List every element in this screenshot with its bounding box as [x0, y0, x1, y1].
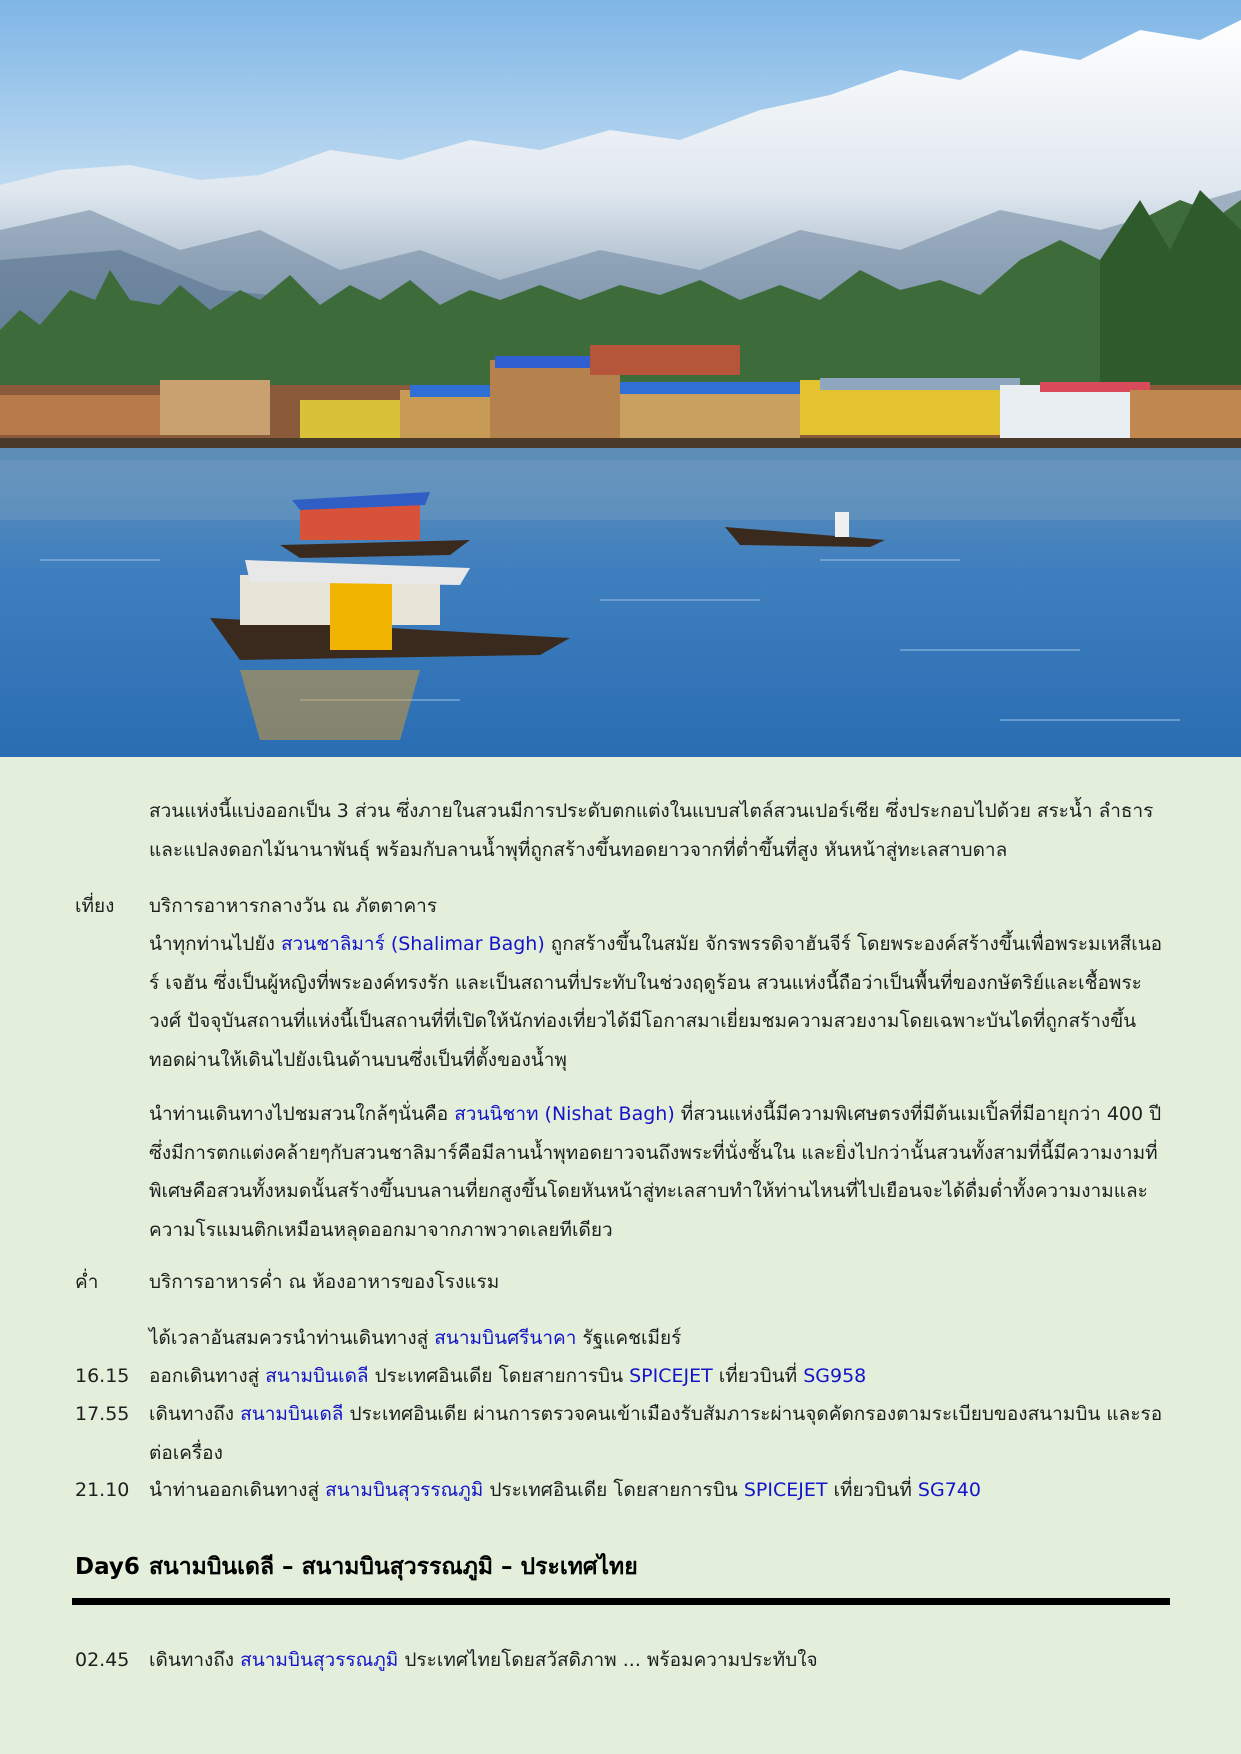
arrive-bkk-text	[149, 1641, 1170, 1680]
arrive-bkk-post: ประเทศไทยโดยสวัสดิภาพ ... พร้อมความประทับใจ	[398, 1649, 818, 1671]
hero-photo	[0, 0, 1241, 757]
flight2-mid2: เที่ยวบินที่	[827, 1479, 918, 1501]
flight1-pre: ออกเดินทางสู่	[149, 1365, 266, 1387]
intro-text: สวนแห่งนี้แบ่งออกเป็น 3 ส่วน ซึ่งภายในสวนมีการประดับตกแต่งในแบบสไตล์สวนเปอร์เซีย ซึ่งประกอบไปด้วย สระน้ำ ลำธาร และแปลงดอกไม้นานาพันธุ์ พร้อมกับลานน้ำพุที่ถูกสร้างขึ้นทอดยาวจากที่ต่ำขึ้นที่สูง หันหน้าสู่ทะเลสาบดาล	[149, 800, 1154, 861]
nishat-post: ที่สวนแห่งนี้มีความพิเศษตรงที่มีต้นเมเปิ้ลที่มีอายุกว่า 400 ปี ซึ่งมีการตกแต่งคล้ายๆกับสวนชาลิมาร์คือมีลานน้ำพุทอดยาวจนถึงพระที่นั่งชั้นใน และยิ่งไปกว่านั้นสวนทั้งสามที่นี้มีความงามที่พิเศษคือสวนทั้งหมดนั้นสร้างขึ้นบนลานที่ยกสูงขึ้นโดยหันหน้าสู่ทะเลสาบทำให้ท่านไหนที่ไปเยือนจะได้ดื่มด่ำทั้งความงามและความโรแมนติกเหมือนหลุดออกมาจากภาพวาดเลยทีเดียว	[149, 1103, 1162, 1241]
day6-heading	[75, 1547, 1170, 1587]
airport-transfer-post: รัฐแคชเมียร์	[576, 1327, 682, 1349]
airline-highlight: SPICEJET	[743, 1479, 828, 1501]
flight2-time: 21.10	[75, 1479, 130, 1501]
dinner-label: ค่ำ	[75, 1271, 99, 1293]
srinagar-airport-highlight: สนามบินศรีนาคา	[434, 1327, 577, 1349]
flight2-text	[149, 1471, 1170, 1510]
lunch-text: บริการอาหารกลางวัน ณ ภัตตาคาร	[149, 895, 438, 917]
arrive-delhi-row	[75, 1395, 1170, 1472]
flight1-time: 16.15	[75, 1365, 130, 1387]
day6-title: สนามบินเดลี – สนามบินสุวรรณภูมิ – ประเทศไทย	[149, 1554, 638, 1580]
arrive-bkk-row	[75, 1641, 1170, 1680]
nishat-pre: นำท่านเดินทางไปชมสวนใกล้ๆนั่นคือ	[149, 1103, 455, 1125]
airport-transfer-text	[149, 1319, 1170, 1358]
flight2-row	[75, 1471, 1170, 1510]
suvarnabhumi-airport-highlight: สนามบินสุวรรณภูมิ	[325, 1479, 484, 1501]
flight1-row	[75, 1357, 1170, 1396]
lunch-row	[75, 887, 1170, 926]
suvarnabhumi-airport-highlight: สนามบินสุวรรณภูมิ	[240, 1649, 399, 1671]
shalimar-paragraph	[75, 925, 1170, 1079]
nishat-text	[149, 1095, 1170, 1249]
dinner-row	[75, 1263, 1170, 1302]
arrive-bkk-pre: เดินทางถึง	[149, 1649, 241, 1671]
arrive-delhi-post: ประเทศอินเดีย ผ่านการตรวจคนเข้าเมืองรับสัมภาระผ่านจุดคัดกรองตามระเบียบของสนามบิน และรอต่อเครื่อง	[149, 1403, 1163, 1464]
heading-divider	[72, 1598, 1170, 1605]
airline-highlight: SPICEJET	[629, 1365, 713, 1387]
arrive-bkk-time: 02.45	[75, 1649, 130, 1671]
delhi-airport-highlight: สนามบินเดลี	[265, 1365, 369, 1387]
dinner-text: บริการอาหารค่ำ ณ ห้องอาหารของโรงแรม	[149, 1271, 500, 1293]
nishat-bagh-highlight: สวนนิชาท (Nishat Bagh)	[454, 1103, 675, 1125]
arrive-delhi-pre: เดินทางถึง	[149, 1403, 241, 1425]
flight-number-highlight: SG958	[803, 1365, 867, 1387]
nishat-paragraph	[75, 1095, 1170, 1249]
flight2-pre: นำท่านออกเดินทางสู่	[149, 1479, 326, 1501]
shalimar-text	[149, 925, 1170, 1079]
flight2-mid: ประเทศอินเดีย โดยสายการบิน	[483, 1479, 744, 1501]
shalimar-pre: นำทุกท่านไปยัง	[149, 933, 281, 955]
arrive-delhi-text	[149, 1395, 1170, 1472]
lunch-label: เที่ยง	[75, 895, 115, 917]
flight1-mid2: เที่ยวบินที่	[712, 1365, 804, 1387]
kashmir-lake-illustration	[0, 0, 1241, 757]
airport-transfer-row	[75, 1319, 1170, 1358]
intro-paragraph	[75, 792, 1170, 869]
flight-number-highlight: SG740	[917, 1479, 981, 1501]
airport-transfer-pre: ได้เวลาอันสมควรนำท่านเดินทางสู่	[149, 1327, 435, 1349]
flight1-text	[149, 1357, 1170, 1396]
delhi-airport-highlight: สนามบินเดลี	[240, 1403, 344, 1425]
shalimar-post: ถูกสร้างขึ้นในสมัย จักรพรรดิจาฮันจีร์ โดยพระองค์สร้างขึ้นเพื่อพระมเหสีเนอร์ เจฮัน ซึ่งเป็นผู้หญิงที่พระองค์ทรงรัก และเป็นสถานที่ประทับในช่วงฤดูร้อน สวนแห่งนี้ถือว่าเป็นพื้นที่ของกษัตริย์และเชื้อพระวงศ์ ปัจจุบันสถานที่แห่งนี้เป็นสถานที่ที่เปิดให้นักท่องเที่ยวได้มีโอกาสมาเยี่ยมชมความสวยงามโดยเฉพาะบันไดที่ถูกสร้างขึ้นทอดผ่านให้เดินไปยังเนินด้านบนซึ่งเป็นที่ตั้งของน้ำพุ	[149, 933, 1163, 1071]
shalimar-bagh-highlight: สวนชาลิมาร์ (Shalimar Bagh)	[280, 933, 545, 955]
arrive-delhi-time: 17.55	[75, 1403, 130, 1425]
itinerary-content	[0, 757, 1241, 1754]
flight1-mid: ประเทศอินเดีย โดยสายการบิน	[368, 1365, 630, 1387]
day6-label: Day6	[75, 1554, 140, 1580]
